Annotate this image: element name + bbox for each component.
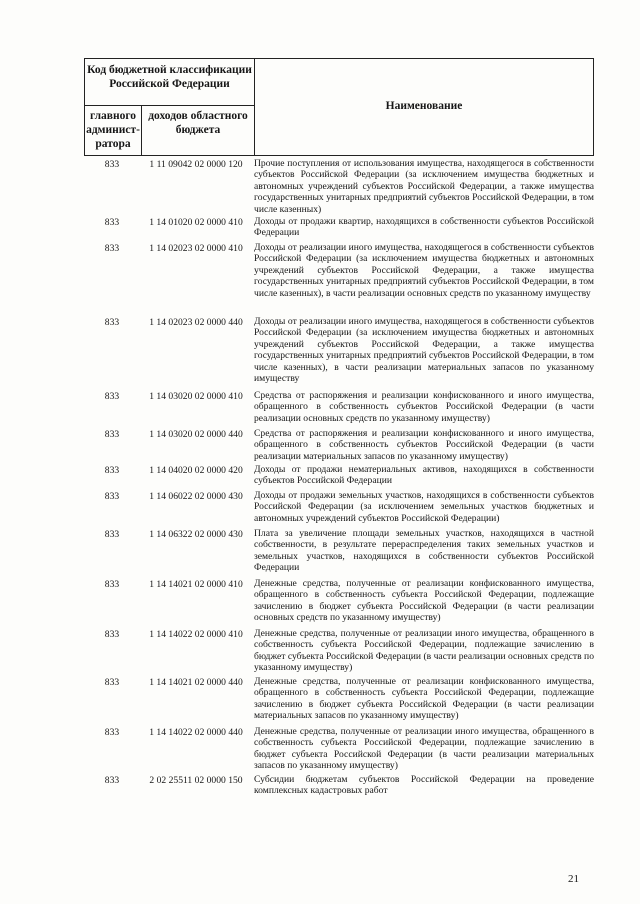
admin-code-cell: 833 bbox=[104, 159, 120, 170]
income-code-cell: 1 14 14022 02 0000 440 bbox=[149, 727, 243, 738]
income-code-cell: 1 14 03020 02 0000 410 bbox=[149, 391, 243, 402]
document-page bbox=[84, 58, 594, 797]
income-code-cell: 1 14 14022 02 0000 410 bbox=[149, 629, 243, 640]
table-row bbox=[84, 628, 594, 674]
table-row bbox=[84, 428, 594, 462]
table-row bbox=[84, 578, 594, 624]
table-row bbox=[84, 242, 594, 299]
admin-code-cell: 833 bbox=[104, 529, 120, 540]
income-name-cell: Средства от распоряжения и реализации конфискованного и иного имущества, обращенного в собственность субъектов Российской Федерации (в части реализации основных средств по указанному имуществу) bbox=[254, 390, 594, 424]
admin-code-cell: 833 bbox=[104, 391, 120, 402]
income-code-cell: 1 14 04020 02 0000 420 bbox=[149, 465, 243, 476]
income-code-cell: 1 14 01020 02 0000 410 bbox=[149, 217, 243, 228]
income-name-cell: Денежные средства, полученные от реализации иного имущества, обращенного в собственность субъекта Российской Федерации, подлежащие зачислению в бюджет субъекта Российской Федерации (в части реализации основных средств по указанному имуществу) bbox=[254, 628, 594, 674]
income-code-cell: 1 14 02023 02 0000 440 bbox=[149, 317, 243, 328]
admin-code-cell: 833 bbox=[104, 775, 120, 786]
table-row bbox=[84, 490, 594, 524]
header-income-column: доходов областного бюджета bbox=[148, 110, 248, 136]
income-code-cell: 1 14 14021 02 0000 440 bbox=[149, 677, 243, 688]
income-name-cell: Денежные средства, полученные от реализации конфискованного имущества, обращенного в собственность субъекта Российской Федерации, подлежащие зачислению в бюджет субъекта Российской Федерации (в части реализации материальных запасов по указанному имуществу) bbox=[254, 676, 594, 722]
income-name-cell: Прочие поступления от использования имущества, находящегося в собственности субъектов Российской Федерации (за исключением имущества бюджетных и автономных учреждений субъектов Российской Федерации, а также имущества государственных унитарных предприятий субъектов Российской Федерации, в том числе казенных) bbox=[254, 158, 594, 215]
income-code-cell: 1 14 14021 02 0000 410 bbox=[149, 579, 243, 590]
table-row bbox=[84, 316, 594, 384]
page-number: 21 bbox=[568, 873, 579, 885]
income-name-cell: Денежные средства, полученные от реализации иного имущества, обращенного в собственность субъекта Российской Федерации, подлежащие зачислению в бюджет субъекта Российской Федерации (в части реализации материальных запасов по указанному имуществу) bbox=[254, 726, 594, 772]
header-group-title: Код бюджетной классификации Российской Федерации bbox=[87, 64, 252, 90]
income-code-cell: 1 14 02023 02 0000 410 bbox=[149, 243, 243, 254]
table-row bbox=[84, 774, 594, 797]
income-code-cell: 1 11 09042 02 0000 120 bbox=[149, 159, 243, 170]
table-row bbox=[84, 216, 594, 239]
header-divider-horizontal bbox=[85, 105, 254, 106]
income-code-cell: 1 14 06322 02 0000 430 bbox=[149, 529, 243, 540]
table-row bbox=[84, 676, 594, 722]
table-row bbox=[84, 390, 594, 424]
admin-code-cell: 833 bbox=[104, 217, 120, 228]
income-name-cell: Средства от распоряжения и реализации конфискованного и иного имущества, обращенного в собственность субъектов Российской Федерации (в части реализации материальных запасов по указанному имуществу) bbox=[254, 428, 594, 462]
income-name-cell: Плата за увеличение площади земельных участков, находящихся в частной собственности, в результате перераспределения таких земельных участков и земельных участков, находящихся в собственности субъектов Российской Федерации bbox=[254, 528, 594, 574]
income-name-cell: Денежные средства, полученные от реализации конфискованного имущества, обращенного в собственность субъекта Российской Федерации, подлежащие зачислению в бюджет субъекта Российской Федерации (в части реализации основных средств по указанному имуществу) bbox=[254, 578, 594, 624]
admin-code-cell: 833 bbox=[104, 317, 120, 328]
table-row bbox=[84, 726, 594, 772]
income-name-cell: Субсидии бюджетам субъектов Российской Федерации на проведение комплексных кадастровых работ bbox=[254, 774, 594, 797]
income-name-cell: Доходы от продажи земельных участков, находящихся в собственности субъектов Российской Федерации (за исключением земельных участков бюджетных и автономных учреждений субъектов Российской Федерации) bbox=[254, 490, 594, 524]
income-name-cell: Доходы от продажи квартир, находящихся в собственности субъектов Российской Федерации bbox=[254, 216, 594, 239]
table-row bbox=[84, 158, 594, 215]
table-row bbox=[84, 464, 594, 487]
income-code-cell: 1 14 03020 02 0000 440 bbox=[149, 429, 243, 440]
header-admin-column: главного админист-ратора bbox=[86, 110, 140, 150]
income-code-cell: 1 14 06022 02 0000 430 bbox=[149, 491, 243, 502]
table-header bbox=[84, 58, 594, 156]
income-code-cell: 2 02 25511 02 0000 150 bbox=[149, 775, 243, 786]
admin-code-cell: 833 bbox=[104, 579, 120, 590]
admin-code-cell: 833 bbox=[104, 491, 120, 502]
income-name-cell: Доходы от реализации иного имущества, находящегося в собственности субъектов Российской Федерации (за исключением имущества бюджетных и автономных учреждений субъектов Российской Федерации, а также имущества государственных унитарных предприятий субъектов Российской Федерации, в том числе казенных), в части реализации материальных запасов по указанному имуществу bbox=[254, 316, 594, 385]
admin-code-cell: 833 bbox=[104, 727, 120, 738]
admin-code-cell: 833 bbox=[104, 629, 120, 640]
table-row bbox=[84, 528, 594, 574]
admin-code-cell: 833 bbox=[104, 677, 120, 688]
admin-code-cell: 833 bbox=[104, 429, 120, 440]
income-name-cell: Доходы от продажи нематериальных активов, находящихся в собственности субъектов Российской Федерации bbox=[254, 464, 594, 487]
income-name-cell: Доходы от реализации иного имущества, находящегося в собственности субъектов Российской Федерации (за исключением имущества бюджетных и автономных учреждений субъектов Российской Федерации, а также имущества государственных унитарных предприятий субъектов Российской Федерации, в том числе казенных), в части реализации основных средств по указанному имуществу bbox=[254, 242, 594, 299]
admin-code-cell: 833 bbox=[104, 465, 120, 476]
admin-code-cell: 833 bbox=[104, 243, 120, 254]
header-name-column: Наименование bbox=[385, 100, 463, 112]
